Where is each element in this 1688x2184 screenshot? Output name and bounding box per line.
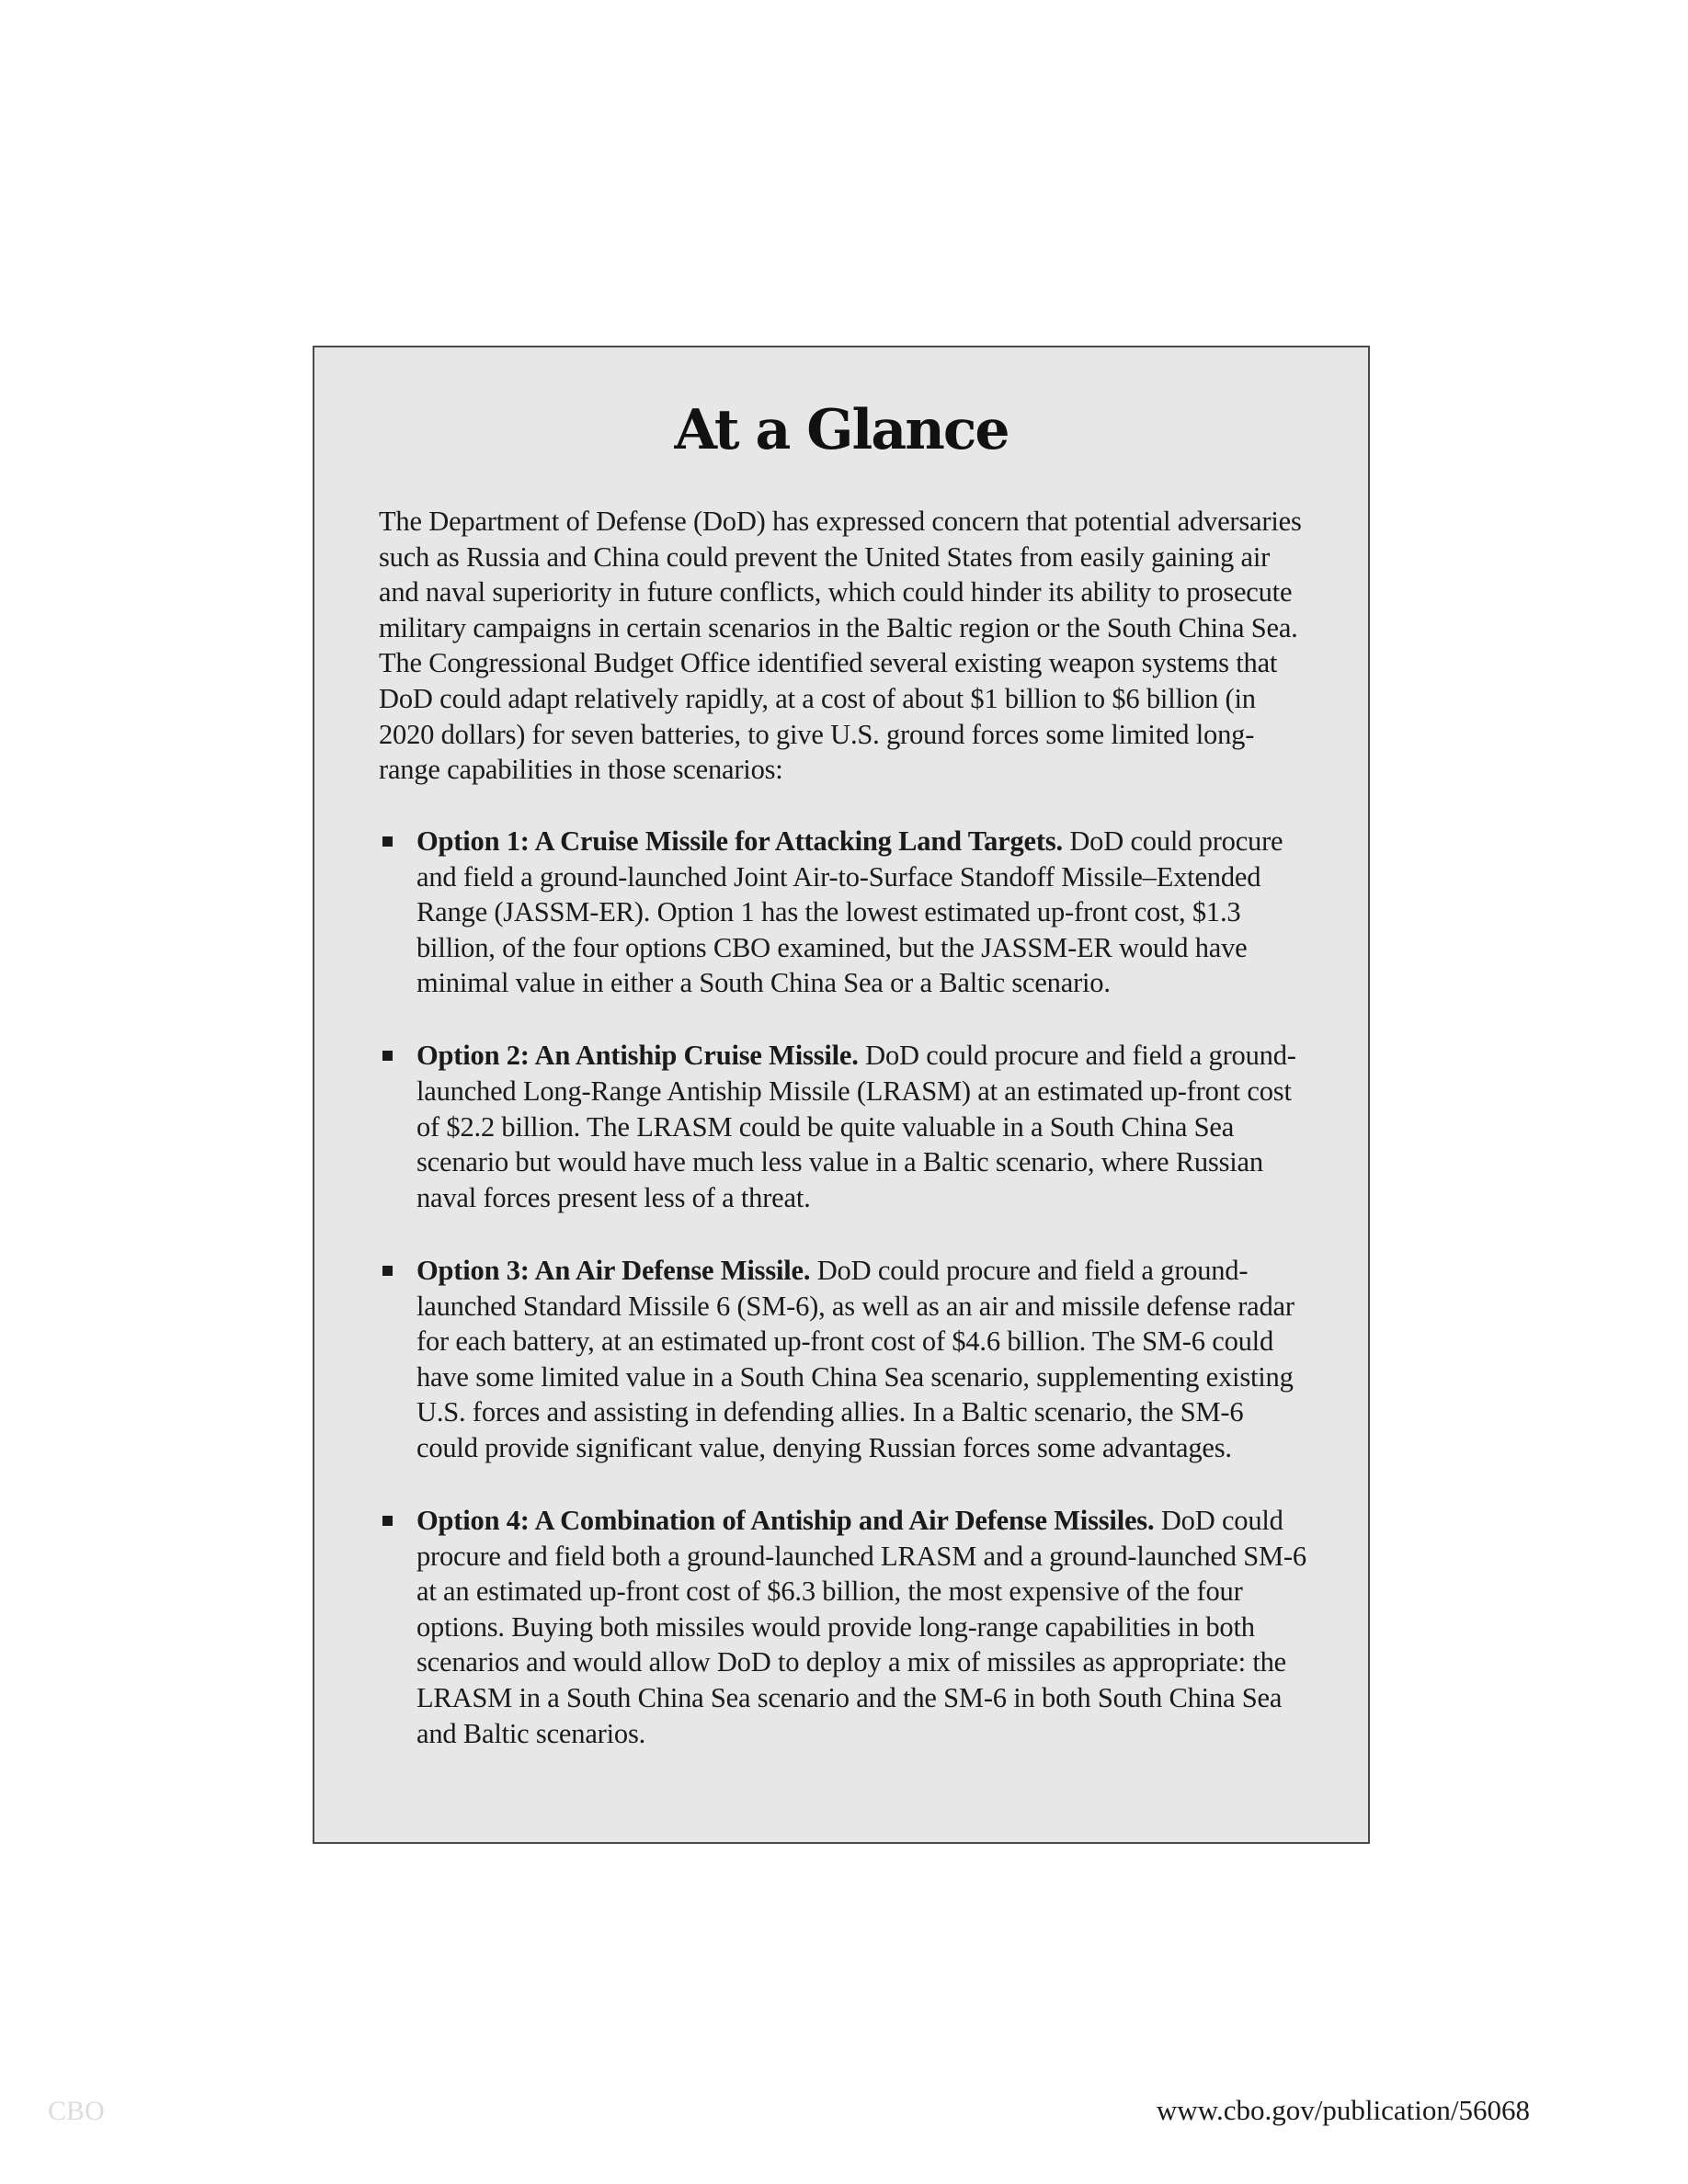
- square-bullet-icon: [382, 1266, 393, 1276]
- option-item-3: [379, 1253, 1307, 1466]
- option-text: DoD could procure and field a ground-launched Standard Missile 6 (SM-6), as well as an air and missile defense radar for each battery, at an estimated up-front cost of $4.6 billion. The SM-6 could have some limited value in a South China Sea scenario, supplementing existing U.S. forces and assisting in defending allies. In a Baltic scenario, the SM-6 could provide significant value, denying Russian forces some advantages.: [416, 1254, 1295, 1463]
- option-text: DoD could procure and field a ground-launched Joint Air-to-Surface Standoff Missile–Extended Range (JASSM-ER). Option 1 has the lowest estimated up-front cost, $1.3 billion, of the four options CBO examined, but the JASSM-ER would have minimal value in either a South China Sea or a Baltic scenario.: [416, 825, 1283, 999]
- publication-url: www.cbo.gov/publication/56068: [1156, 2094, 1530, 2126]
- option-text: DoD could procure and field a ground-launched Long-Range Antiship Missile (LRASM) at an estimated up-front cost of $2.2 billion. The LRASM could be quite valuable in a South China Sea scenario but would have much less value in a Baltic scenario, where Russian naval forces present less of a threat.: [416, 1040, 1296, 1213]
- option-title: Option 3: An Air Defense Missile.: [416, 1254, 817, 1286]
- option-title: Option 4: A Combination of Antiship and Air Defense Missiles.: [416, 1505, 1161, 1536]
- option-title: Option 1: A Cruise Missile for Attacking Land Targets.: [416, 825, 1070, 857]
- box-title: At a Glance: [674, 398, 1009, 462]
- cbo-watermark: CBO: [48, 2096, 105, 2126]
- option-item-4: [379, 1503, 1307, 1751]
- options-list: [379, 824, 1307, 1751]
- square-bullet-icon: [382, 1516, 393, 1526]
- square-bullet-icon: [382, 1051, 393, 1061]
- intro-paragraph: The Department of Defense (DoD) has expressed concern that potential adversaries such as Russia and China could prevent the United States from easily gaining air and naval superiority in future conflicts, which could hinder its ability to prosecute military campaigns in certain scenarios in the Baltic region or the South China Sea. The Congressional Budget Office identified several existing weapon systems that DoD could adapt relatively rapidly, at a cost of about $1 billion to $6 billion (in 2020 dollars) for seven batteries, to give U.S. ground forces some limited long-range capabilities in those scenarios:: [379, 506, 1302, 786]
- at-a-glance-box: [313, 346, 1370, 1844]
- option-title: Option 2: An Antiship Cruise Missile.: [416, 1040, 866, 1072]
- square-bullet-icon: [382, 836, 393, 847]
- option-item-1: [379, 824, 1307, 1001]
- option-item-2: [379, 1038, 1307, 1215]
- option-text: DoD could procure and field both a ground-launched LRASM and a ground-launched SM-6 at an estimated up-front cost of $6.3 billion, the most expensive of the four options. Buying both missiles would provide long-range capabilities in both scenarios and would allow DoD to deploy a mix of missiles as appropriate: the LRASM in a South China Sea scenario and the SM-6 in both South China Sea and Baltic scenarios.: [416, 1505, 1306, 1749]
